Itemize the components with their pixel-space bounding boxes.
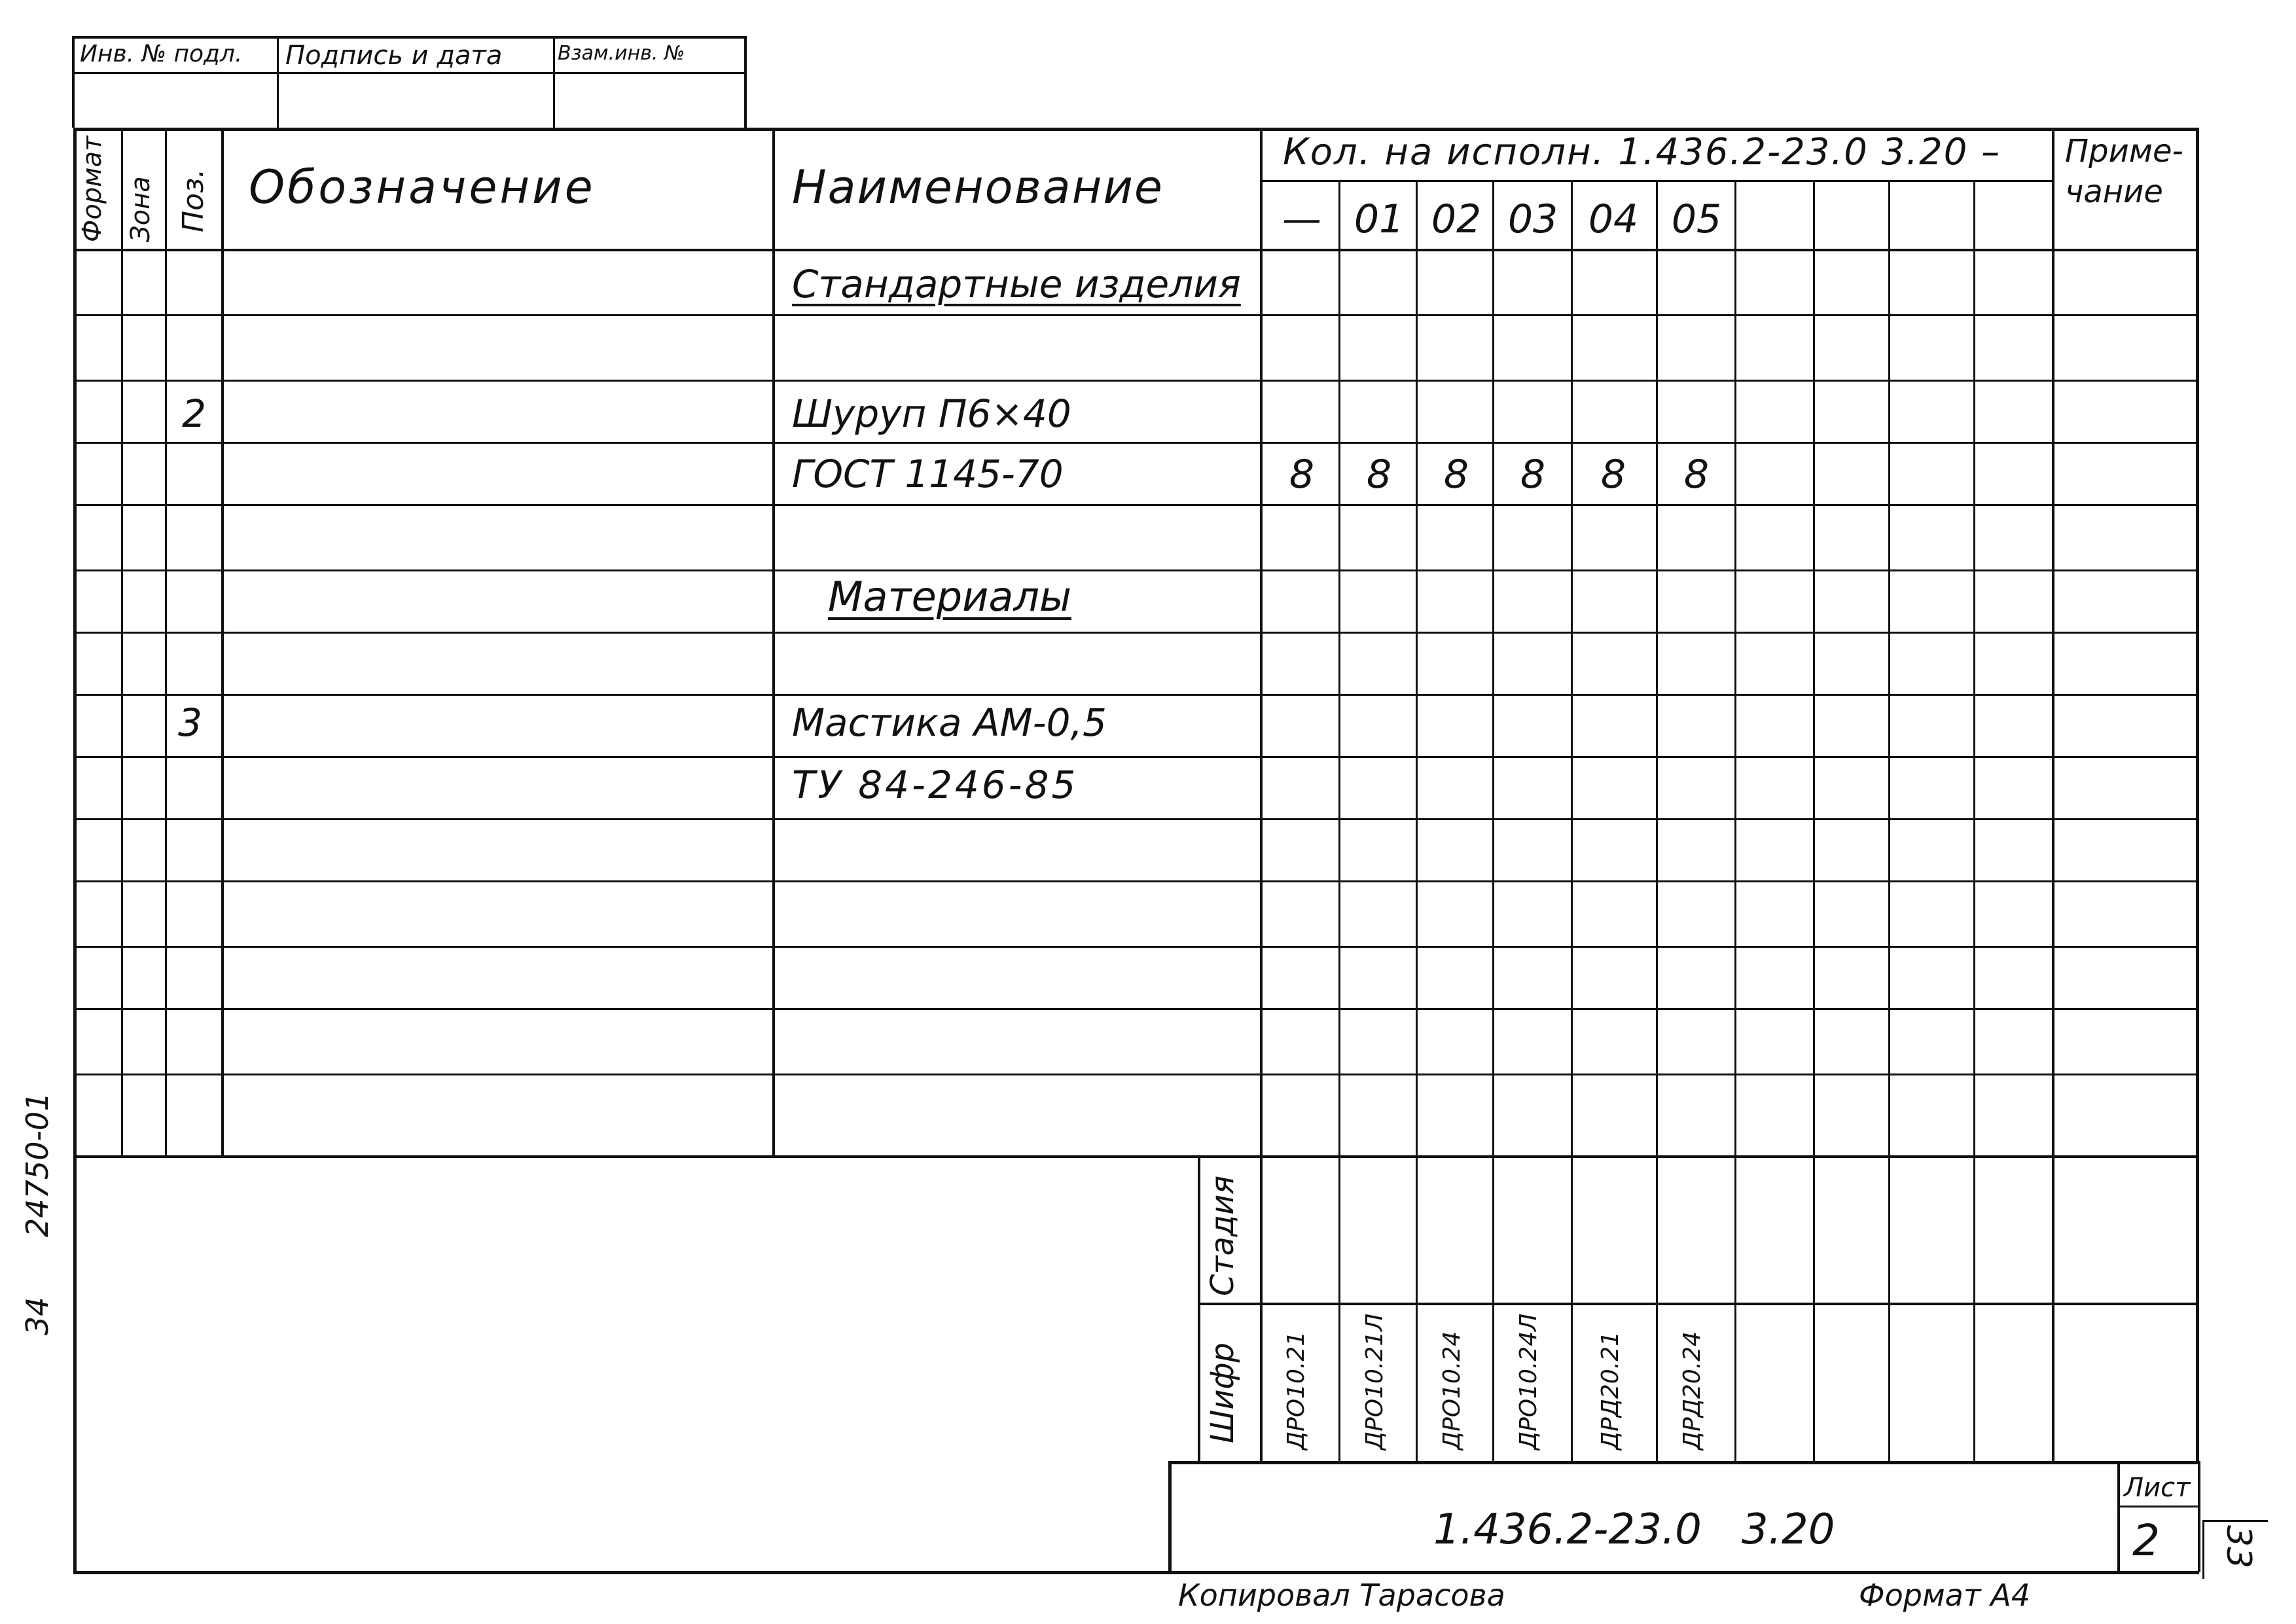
row-naim: Шуруп П6×40 xyxy=(792,391,1071,436)
row-naim: ТУ 84-246-85 xyxy=(792,763,1079,807)
header-primechanie: Приме- чание xyxy=(2065,133,2183,210)
header-oboznachenie: Обозначение xyxy=(249,160,596,214)
row-naim: Мастика АМ-0,5 xyxy=(792,700,1107,745)
code-cell: ДРД20.24 xyxy=(1679,1331,1706,1450)
header-poz: Поз. xyxy=(177,168,210,232)
code-cell: ДРО10.24Л xyxy=(1515,1313,1542,1450)
shifr-label: Шифр xyxy=(1204,1342,1241,1443)
count-cell: 8 xyxy=(1366,452,1392,497)
list-label: Лист xyxy=(2124,1473,2191,1503)
page-number: 33 xyxy=(2219,1525,2258,1569)
vzam-inv-label: Взам.инв. № xyxy=(558,42,685,65)
row-poz: 2 xyxy=(182,391,206,436)
code-cell: ДРО10.21 xyxy=(1283,1331,1310,1450)
header-format: Формат xyxy=(77,135,107,242)
row-poz: 3 xyxy=(178,700,202,745)
variant-03: 03 xyxy=(1507,196,1558,242)
count-cell: 8 xyxy=(1520,452,1546,497)
count-cell: 8 xyxy=(1443,452,1469,497)
variant-05: 05 xyxy=(1671,196,1722,242)
podpis-data-label: Подпись и дата xyxy=(285,41,503,71)
document-designation: 1.436.2-23.0 3.20 xyxy=(1433,1506,1835,1554)
row-naim: ГОСТ 1145-70 xyxy=(792,452,1064,496)
count-cell: 8 xyxy=(1683,452,1710,497)
code-cell: ДРД20.21 xyxy=(1597,1331,1624,1450)
inv-podl-label: Инв. № подл. xyxy=(80,41,243,67)
stadiya-label: Стадия xyxy=(1204,1175,1241,1296)
count-cell: 8 xyxy=(1600,452,1626,497)
code-cell: ДРО10.21Л xyxy=(1361,1313,1388,1450)
header-naimenovanie: Наименование xyxy=(792,160,1164,214)
margin-page: 34 xyxy=(20,1297,55,1335)
code-cell: ДРО10.24 xyxy=(1439,1331,1465,1450)
header-kol-na-ispoln: Кол. на исполн. 1.436.2-23.0 3.20 – xyxy=(1283,131,2001,173)
margin-number: 24750-01 xyxy=(20,1092,55,1237)
variant-base: — xyxy=(1282,196,1321,242)
variant-02: 02 xyxy=(1431,196,1482,242)
list-number: 2 xyxy=(2132,1515,2160,1566)
header-zona: Зона xyxy=(126,176,156,242)
count-cell: 8 xyxy=(1289,452,1315,497)
variant-01: 01 xyxy=(1354,196,1405,242)
variant-04: 04 xyxy=(1588,196,1639,242)
section-standard-items: Стандартные изделия xyxy=(792,262,1241,306)
format-note: Формат А4 xyxy=(1859,1578,2030,1613)
kopiroval-note: Копировал Тарасова xyxy=(1178,1578,1505,1613)
section-materials: Материалы xyxy=(828,573,1071,621)
